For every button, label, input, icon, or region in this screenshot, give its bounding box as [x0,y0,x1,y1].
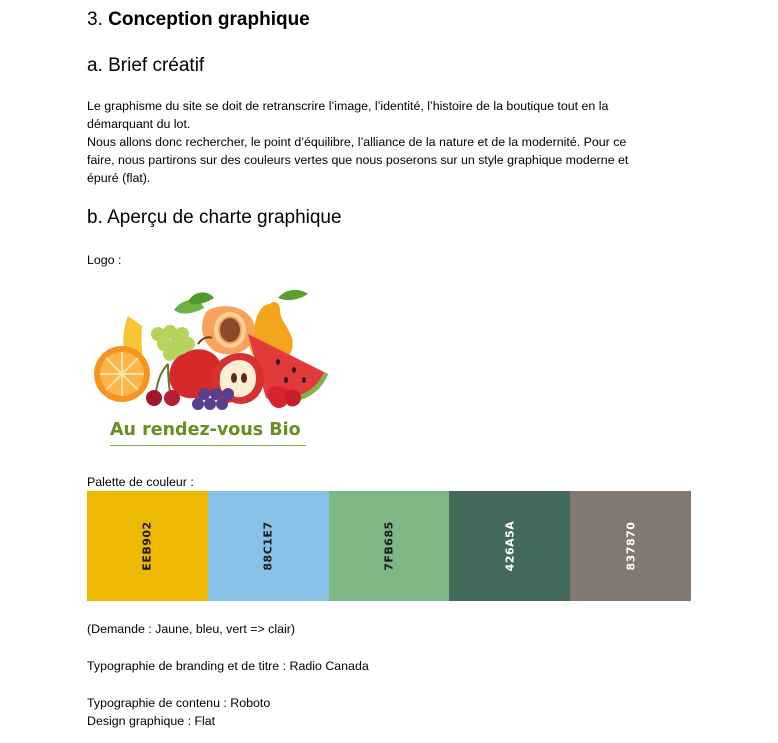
palette-swatch [208,491,329,601]
brief-heading: a. Brief créatif [87,55,205,76]
brief-line: démarquant du lot. [87,117,191,131]
palette-swatch [329,491,450,601]
swatch-code: EEB902 [140,521,154,571]
swatch-code: 837870 [624,521,638,571]
design-text: Design graphique : Flat [87,714,216,728]
palette-label: Palette de couleur : [87,475,194,489]
typo-branding-text: Typographie de branding et de titre : Radio Canada [87,659,369,673]
typo-contenu-text: Typographie de contenu : Roboto [87,696,271,710]
logo-text: Au rendez-vous Bio [110,420,301,440]
section-heading [87,8,310,32]
logo-underline [110,445,306,446]
brief-paragraph [87,97,687,187]
palette-swatch [87,491,208,601]
brief-line: épuré (flat). [87,171,151,185]
color-palette [87,491,691,601]
palette-swatch [449,491,570,601]
logo-label: Logo : [87,253,122,267]
brief-line: Nous allons donc rechercher, le point d’équilibre, l’alliance de la nature et de la modernité. Pour ce [87,135,627,149]
charte-heading: b. Aperçu de charte graphique [87,207,342,228]
demande-text: (Demande : Jaune, bleu, vert => clair) [87,622,295,636]
swatch-code: 426A5A [503,520,517,572]
swatch-code: 7FB685 [382,521,396,571]
brief-line: faire, nous partirons sur des couleurs vertes que nous poserons sur un style graphique moderne et [87,153,629,167]
brand-logo [88,282,336,454]
brief-line: Le graphisme du site se doit de retranscrire l’image, l’identité, l’histoire de la boutique tout en la [87,99,609,113]
swatch-code: 88C1E7 [261,521,275,571]
palette-swatch [570,491,691,601]
section-number: 3. [87,9,103,30]
section-title: Conception graphique [108,9,310,30]
